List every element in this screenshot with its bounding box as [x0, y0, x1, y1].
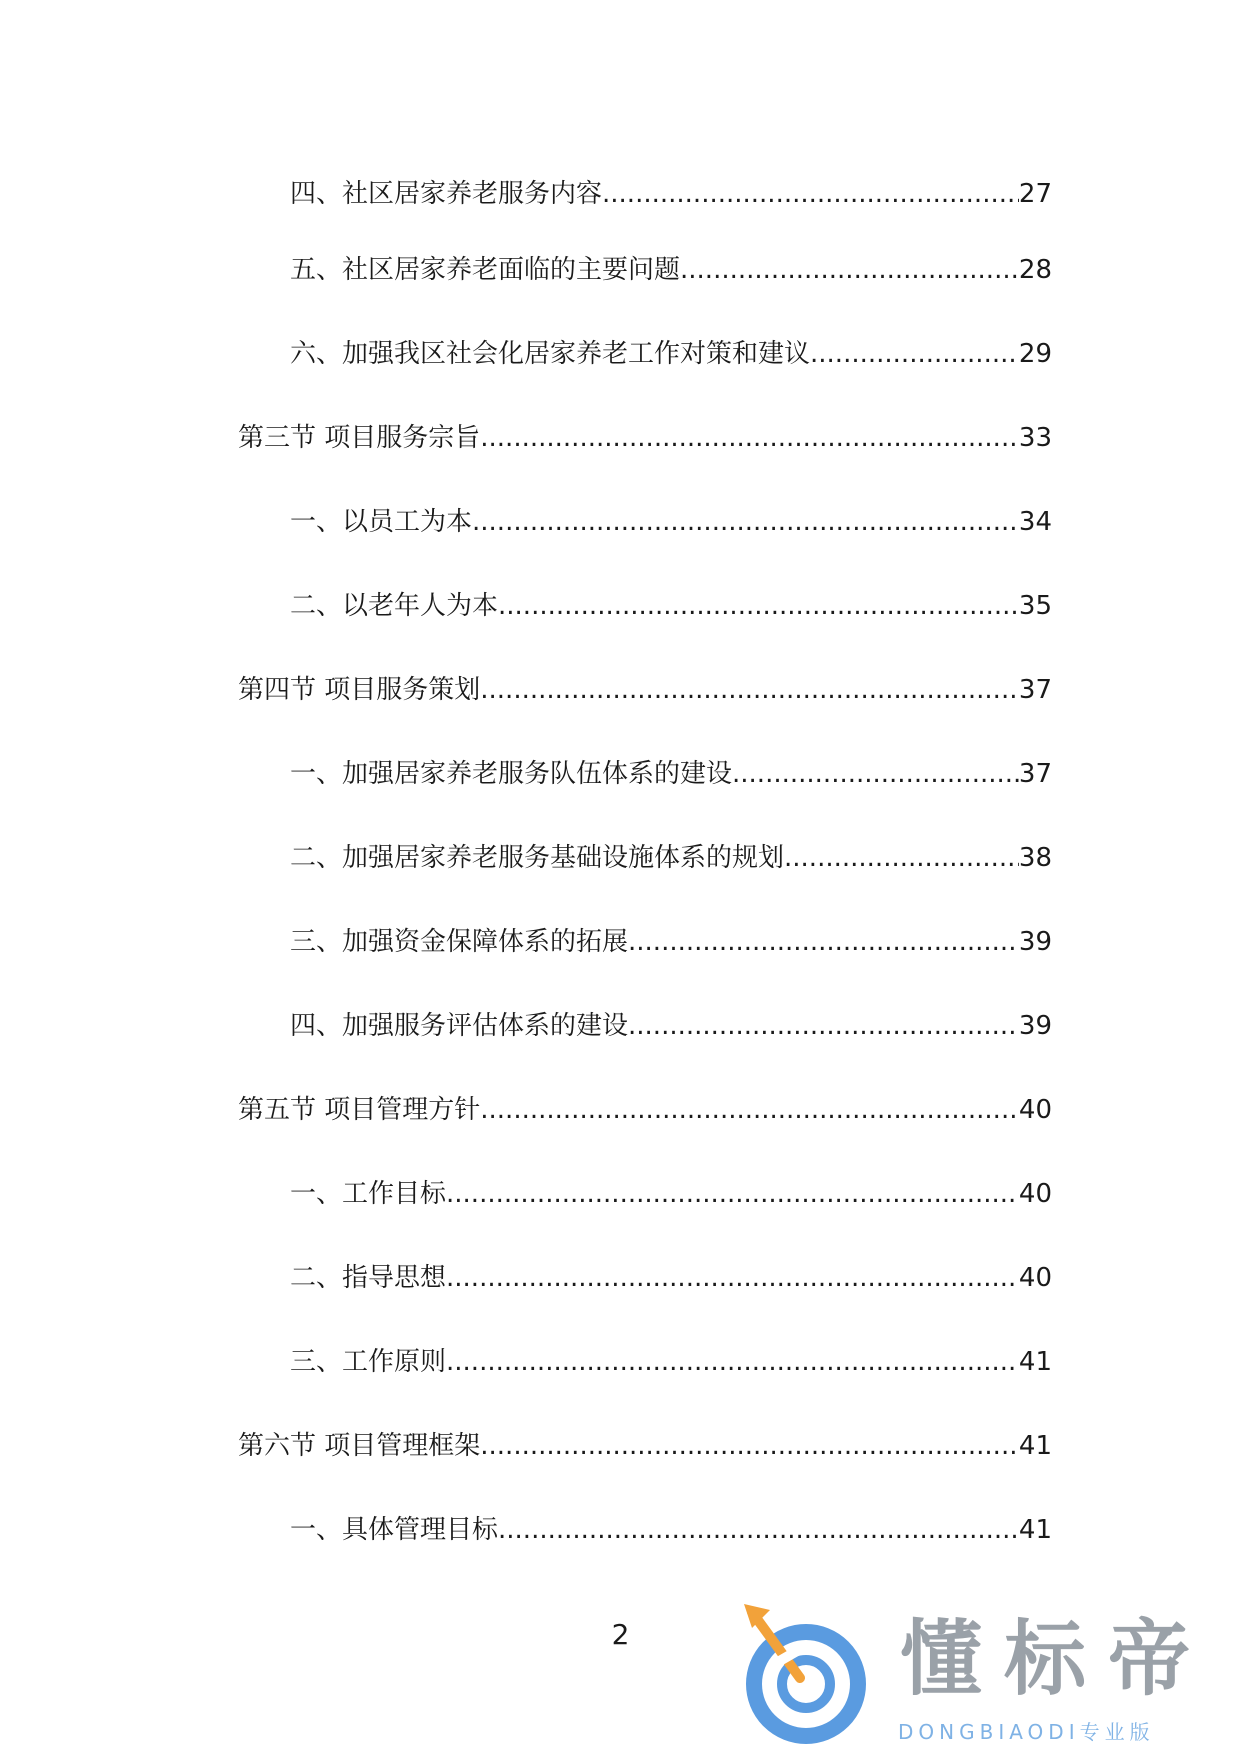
- page-number: 2: [611, 1618, 630, 1651]
- toc-leader-dots: [480, 421, 1019, 455]
- toc-entry[interactable]: [290, 1009, 1052, 1043]
- toc-entry-page: 41: [1018, 1431, 1052, 1461]
- toc-leader-dots: [732, 757, 1019, 791]
- toc-entry[interactable]: [290, 757, 1052, 791]
- toc-entry-page: 34: [1018, 507, 1052, 537]
- toc-entry[interactable]: [290, 1513, 1052, 1547]
- toc-entry-page: 33: [1018, 423, 1052, 453]
- toc-entry-page: 41: [1018, 1347, 1052, 1377]
- toc-entry-title: 二、加强居家养老服务基础设施体系的规划: [290, 843, 785, 873]
- toc-entry-title: 四、加强服务评估体系的建设: [290, 1011, 629, 1041]
- toc-entry-title: 三、加强资金保障体系的拓展: [290, 927, 629, 957]
- toc-leader-dots: [498, 589, 1019, 623]
- toc-leader-dots: [446, 1261, 1019, 1295]
- toc-entry-title: 一、具体管理目标: [290, 1515, 499, 1545]
- toc-entry-title: 一、工作目标: [290, 1179, 447, 1209]
- toc-leader-dots: [602, 177, 1019, 211]
- toc-entry-title: 一、加强居家养老服务队伍体系的建设: [290, 759, 733, 789]
- toc-entry-page: 38: [1018, 843, 1052, 873]
- toc-entry-page: 39: [1018, 1011, 1052, 1041]
- watermark-brand: 懂标帝: [900, 1612, 1213, 1707]
- toc-entry-page: 39: [1018, 927, 1052, 957]
- target-arrow-icon: [740, 1600, 880, 1750]
- toc-entry[interactable]: [238, 1093, 1052, 1127]
- toc-leader-dots: [446, 1177, 1019, 1211]
- toc-entry[interactable]: [290, 177, 1052, 211]
- toc-entry[interactable]: [290, 337, 1052, 371]
- toc-entry[interactable]: [290, 1261, 1052, 1295]
- toc-entry-title: 六、加强我区社会化居家养老工作对策和建议: [290, 339, 811, 369]
- toc-entry-page: 40: [1018, 1095, 1052, 1125]
- toc-leader-dots: [784, 841, 1019, 875]
- toc-leader-dots: [480, 1093, 1019, 1127]
- toc-leader-dots: [680, 253, 1019, 287]
- toc-entry[interactable]: [238, 1429, 1052, 1463]
- watermark: [740, 1600, 1220, 1750]
- toc-leader-dots: [480, 673, 1019, 707]
- toc-entry[interactable]: [290, 505, 1052, 539]
- toc-entry-title: 五、社区居家养老面临的主要问题: [290, 255, 681, 285]
- toc-entry[interactable]: [290, 841, 1052, 875]
- toc-entry-page: 40: [1018, 1263, 1052, 1293]
- toc-entry[interactable]: [238, 421, 1052, 455]
- toc-entry-page: 40: [1018, 1179, 1052, 1209]
- toc-leader-dots: [480, 1429, 1019, 1463]
- toc-entry-title: 二、指导思想: [290, 1263, 447, 1293]
- toc-entry-page: 28: [1018, 255, 1052, 285]
- toc-leader-dots: [628, 925, 1019, 959]
- toc-entry-page: 37: [1018, 675, 1052, 705]
- toc-entry[interactable]: [290, 253, 1052, 287]
- toc-entry-page: 35: [1018, 591, 1052, 621]
- toc-entry[interactable]: [290, 1345, 1052, 1379]
- toc-entry-title: 四、社区居家养老服务内容: [290, 179, 603, 209]
- toc-leader-dots: [446, 1345, 1019, 1379]
- toc-entry[interactable]: [290, 589, 1052, 623]
- toc-entry-title: 第五节 项目管理方针: [238, 1095, 481, 1125]
- toc-entry[interactable]: [290, 1177, 1052, 1211]
- toc-entry-page: 37: [1018, 759, 1052, 789]
- toc-entry-title: 第三节 项目服务宗旨: [238, 423, 481, 453]
- watermark-subtitle: DONGBIAODI专业版: [898, 1720, 1155, 1744]
- toc-entry-title: 第六节 项目管理框架: [238, 1431, 481, 1461]
- toc-entry-title: 第四节 项目服务策划: [238, 675, 481, 705]
- toc-leader-dots: [628, 1009, 1019, 1043]
- toc-leader-dots: [810, 337, 1019, 371]
- toc-entry[interactable]: [290, 925, 1052, 959]
- toc-entry[interactable]: [238, 673, 1052, 707]
- toc-entry-title: 二、以老年人为本: [290, 591, 499, 621]
- toc-entry-title: 一、以员工为本: [290, 507, 473, 537]
- toc-entry-page: 29: [1018, 339, 1052, 369]
- toc-entry-page: 27: [1018, 179, 1052, 209]
- toc-leader-dots: [472, 505, 1019, 539]
- toc-entry-title: 三、工作原则: [290, 1347, 447, 1377]
- toc-entry-page: 41: [1018, 1515, 1052, 1545]
- toc-leader-dots: [498, 1513, 1019, 1547]
